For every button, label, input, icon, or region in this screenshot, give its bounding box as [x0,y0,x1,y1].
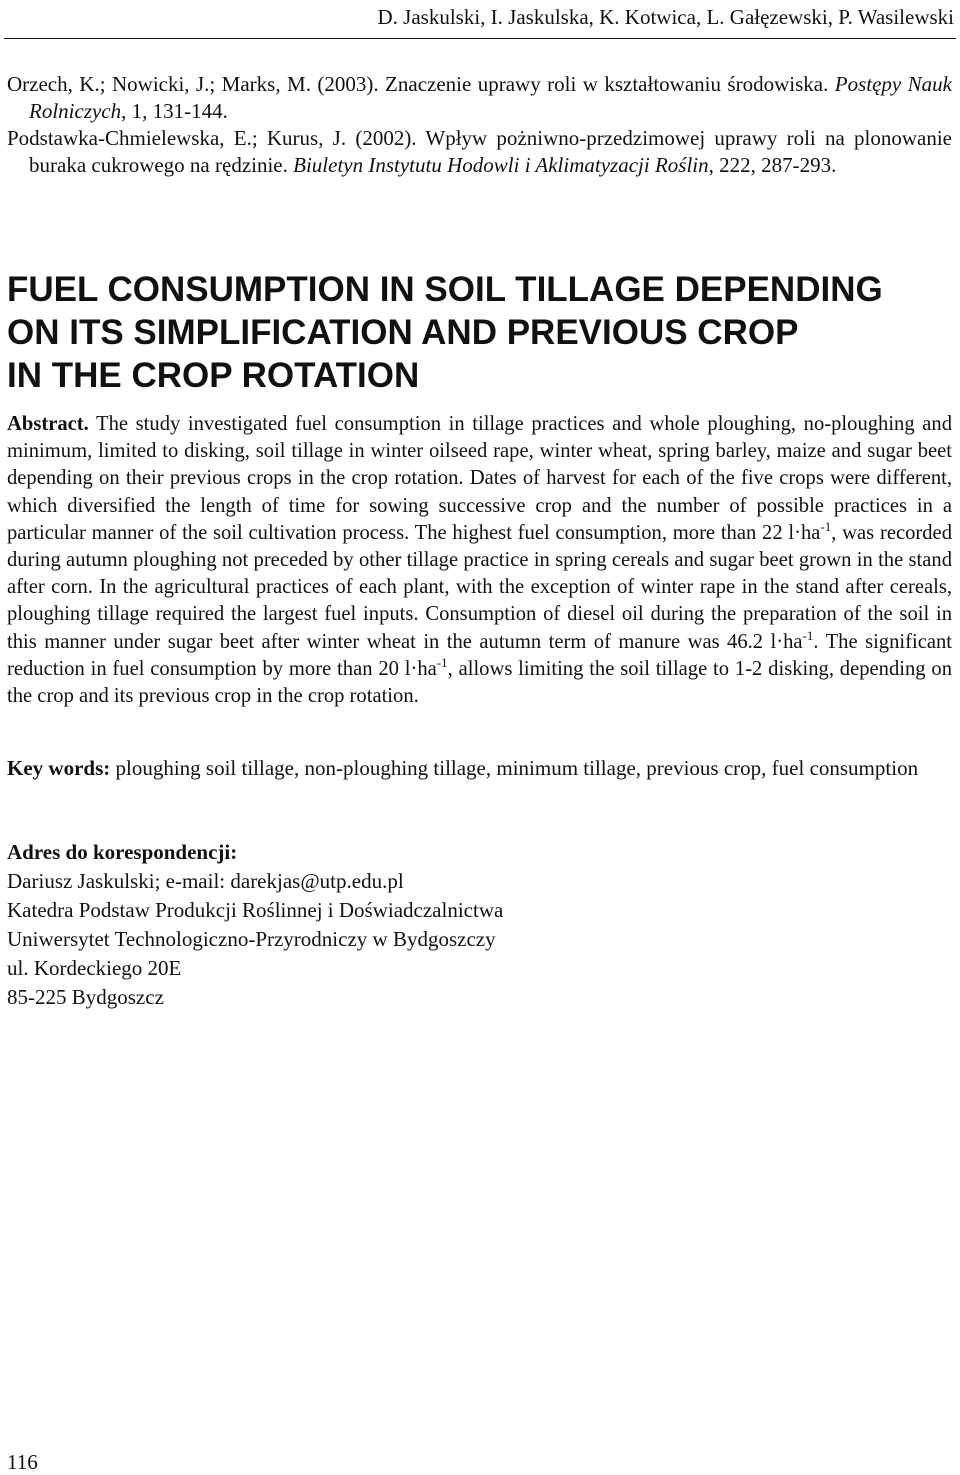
reference-text: Podstawka-Chmielewska, E.; Kurus, J. (2002). Wpływ pożniwno-przedzimowej uprawy roli na plonowanie buraka cukrowego na rędzinie. [7,126,952,177]
correspondence-heading: Adres do korespondencji: [7,840,238,864]
abstract-paragraph [7,411,952,710]
reference-text: Orzech, K.; Nowicki, J.; Marks, M. (2003). Znaczenie uprawy roli w kształtowaniu środowiska. [7,72,835,96]
reference-journal: Postępy Nauk Rolniczych [29,72,953,123]
keywords-text: ploughing soil tillage, non-ploughing tillage, minimum tillage, previous crop, fuel consumption [110,756,919,780]
correspondence-line: Uniwersytet Technologiczno-Przyrodniczy w Bydgoszczy [7,927,496,951]
correspondence-line: Dariusz Jaskulski; e-mail: darekjas@utp.edu.pl [7,869,404,893]
page-number: 116 [7,1450,38,1474]
correspondence-line: Katedra Podstaw Produkcji Roślinnej i Doświadczalnictwa [7,898,504,922]
abstract-text: The study investigated fuel consumption in tillage practices and whole ploughing, no-ploughing and minimum, limited to disking, soil tillage in winter oilseed rape, winter wheat, spring barley, maize and sugar beet depending on their previous crops in the crop rotation. Dates of harvest for each of the five crops were different, which diversified the length of time for sowing successive crop and the number of possible practices in a particular manner of the soil cultivation process. The highest fuel consumption, more than 22 l·ha [7,413,952,544]
reference-pages: , 1, 131-144. [121,99,228,123]
correspondence-line: ul. Kordeckiego 20E [7,956,182,980]
superscript: -1 [802,627,814,643]
superscript: -1 [436,654,448,670]
correspondence-block [7,838,907,1012]
title-line: IN THE CROP ROTATION [7,356,420,395]
correspondence-line: 85-225 Bydgoszcz [7,985,164,1009]
running-head: D. Jaskulski, I. Jaskulska, K. Kotwica, L. Gałęzewski, P. Wasilewski [377,5,954,29]
reference-item [7,125,952,179]
abstract-label: Abstract. [7,413,89,435]
keywords-label: Key words: [7,756,111,780]
abstract-text: , was recorded during autumn ploughing not preceded by other tillage practice in spring cereals and sugar beet grown in the stand after corn. In the agricultural practices of each plant, with the exception of winter rape in the stand after cereals, ploughing tillage required the largest fuel inputs. Consumption of diesel oil during the preparation of the soil in this manner under sugar beet after winter wheat in the autumn term of manure was 46.2 l·ha [7,521,952,653]
reference-item [7,71,952,125]
abstract-text: . The significant reduction in fuel consumption by more than 20 l·ha [7,630,952,680]
title-line: ON ITS SIMPLIFICATION AND PREVIOUS CROP [7,313,799,352]
reference-pages: , 222, 287-293. [708,153,837,177]
reference-journal: Biuletyn Instytutu Hodowli i Aklimatyzacji Roślin [293,153,709,177]
keywords-paragraph [7,755,952,783]
reference-list [7,71,952,179]
superscript: -1 [820,518,832,534]
header-rule [4,38,956,39]
article-title [7,268,947,397]
title-line: FUEL CONSUMPTION IN SOIL TILLAGE DEPENDING [7,270,883,309]
abstract-text: , allows limiting the soil tillage to 1-2 disking, depending on the crop and its previous crop in the crop rotation. [7,657,952,708]
